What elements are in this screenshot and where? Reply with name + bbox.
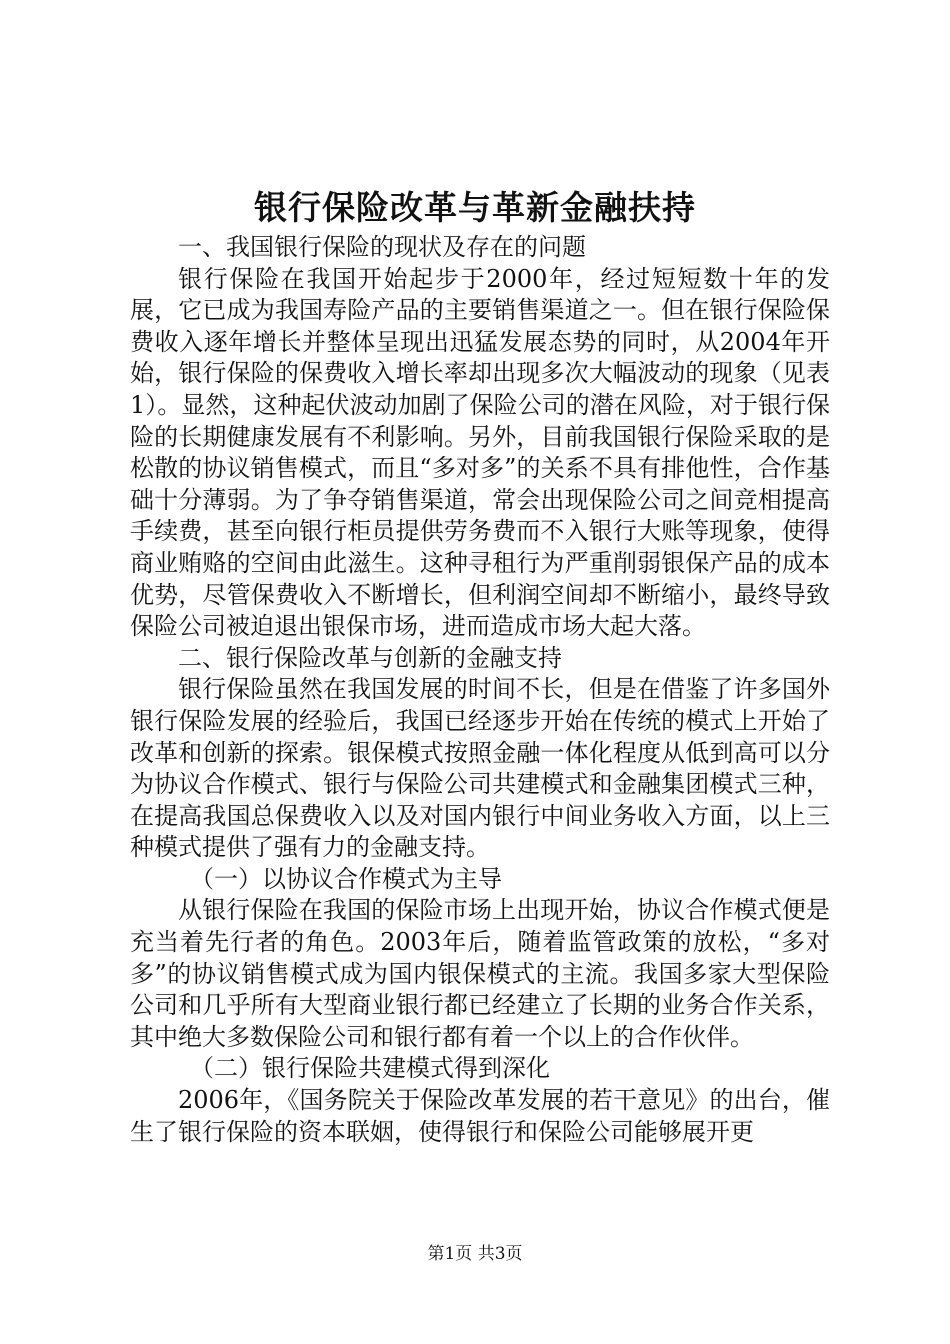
section-heading-2: 二、银行保险改革与创新的金融支持 <box>178 643 562 672</box>
body-paragraph-1: 银行保险在我国开始起步于2000年，经过短短数十年的发展，它已成为我国寿险产品的主要销售渠道之一。但在银行保险保费收入逐年增长并整体呈现出迅猛发展态势的同时，从2004年开始，银行保险的保费收入增长率却出现多次大幅波动的现象（见表1）。显然，这种起伏波动加剧了保险公司的潜在风险，对于银行保险的长期健康发展有不利影响。另外，目前我国银行保险采取的是松散的协议销售模式，而且“多对多”的关系不具有排他性，合作基础十分薄弱。为了争夺销售渠道，常会出现保险公司之间竞相提高手续费，甚至向银行柜员提供劳务费而不入银行大账等现象，使得商业贿赂的空间由此滋生。这种寻租行为严重削弱银保产品的成本优势，尽管保费收入不断增长，但利润空间却不断缩小，最终导致保险公司被迫退出银保市场，进而造成市场大起大落。 <box>130 264 830 641</box>
subsection-heading-2: （二）银行保险共建模式得到深化 <box>190 1054 550 1083</box>
body-paragraph-3: 从银行保险在我国的保险市场上出现开始，协议合作模式便是充当着先行者的角色。2003年后，随着监管政策的放松，“多对多”的协议销售模式成为国内银保模式的主流。我国多家大型保险公司和几乎所有大型商业银行都已经建立了长期的业务合作关系，其中绝大多数保险公司和银行都有着一个以上的合作伙伴。 <box>130 896 830 1051</box>
section-heading-1: 一、我国银行保险的现状及存在的问题 <box>178 233 586 261</box>
document-body <box>130 232 830 1148</box>
body-paragraph-2: 银行保险虽然在我国发展的时间不长，但是在借鉴了许多国外银行保险发展的经验后，我国已经逐步开始在传统的模式上开始了改革和创新的探索。银保模式按照金融一体化程度从低到高可以分为协议合作模式、银行与保险公司共建模式和金融集团模式三种，在提高我国总保费收入以及对国内银行中间业务收入方面，以上三种模式提供了强有力的金融支持。 <box>130 675 830 862</box>
subsection-heading-1: （一）以协议合作模式为主导 <box>190 864 502 893</box>
body-paragraph-4: 2006年，《国务院关于保险改革发展的若干意见》的出台，催生了银行保险的资本联姻，使得银行和保险公司能够展开更 <box>130 1086 830 1146</box>
document-title: 银行保险改革与革新金融扶持 <box>254 188 696 227</box>
page-footer: 第1页 共3页 <box>427 1244 523 1264</box>
